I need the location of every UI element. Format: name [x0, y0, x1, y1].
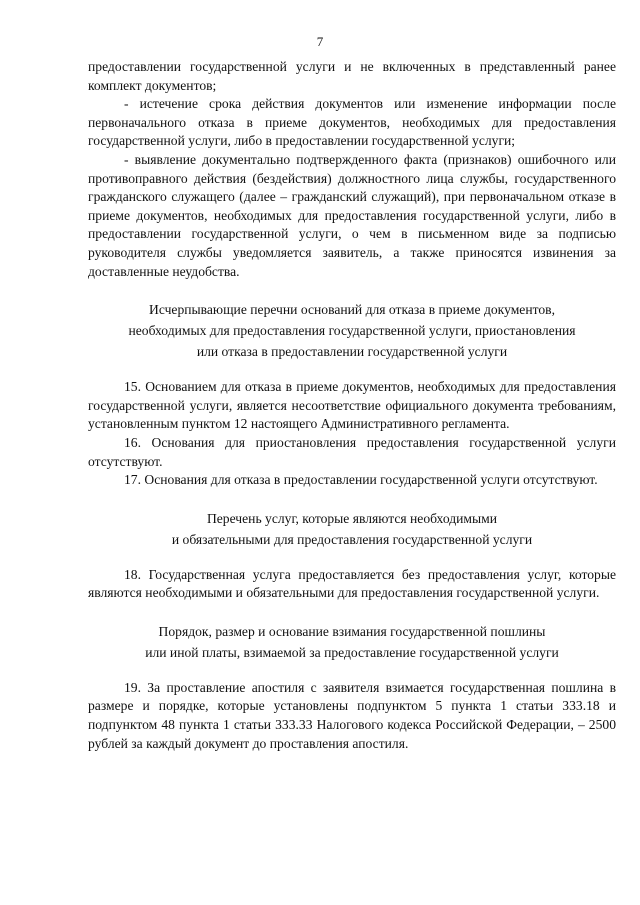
paragraph-continuation: предоставлении государственной услуги и не включенных в представленный ранее комплект документов; — [88, 59, 616, 93]
item-17: 17. Основания для отказа в предоставлении государственной услуги отсутствуют. — [124, 472, 598, 488]
heading-state-fee — [88, 621, 616, 663]
heading-line: Порядок, размер и основание взимания государственной пошлины — [158, 623, 546, 639]
item-16: 16. Основания для приостановления предоставления государственной услуги отсутствуют. — [88, 434, 616, 469]
heading-line: Перечень услуг, которые являются необходимыми — [206, 510, 498, 526]
bullet-official-error: - выявление документально подтвержденного факта (признаков) ошибочного или противоправного действия (бездействия) должностного лица службы, государственного гражданского служащего (далее – гражданский служащий), при первоначальном отказе в приеме документов, необходимых для предоставления государственной услуги, либо в предоставлении государственной услуги, о чем в письменном виде за подписью руководителя службы уведомляется заявитель, а также приносятся извинения за доставленные неудобства. — [88, 151, 616, 279]
heading-refusal-grounds — [88, 299, 616, 362]
heading-line: или отказа в предоставлении государственной услуги — [196, 344, 508, 360]
heading-line: необходимых для предоставления государственной услуги, приостановления — [128, 323, 576, 339]
bullet-document-expiry: - истечение срока действия документов или изменение информации после первоначального отказа в приеме документов, необходимых для предоставления государственной услуги, либо в предоставлении государственной услуги; — [88, 96, 616, 149]
item-19: 19. За проставление апостиля с заявителя взимается государственная пошлина в размере и порядке, которые установлены подпунктом 5 пункта 1 статьи 333.18 и подпунктом 48 пункта 1 статьи 333.33 Налогового кодекса Российской Федерации, – 2500 рублей за каждый документ до проставления апостиля. — [88, 679, 616, 751]
heading-required-services — [88, 508, 616, 550]
heading-line: и обязательными для предоставления государственной услуги — [171, 531, 533, 547]
page-number: 7 — [316, 34, 324, 49]
document-body — [88, 58, 616, 753]
item-18: 18. Государственная услуга предоставляется без предоставления услуг, которые являются необходимыми и обязательными для предоставления государственной услуги. — [88, 566, 616, 601]
heading-line: или иной платы, взимаемой за предоставление государственной услуги — [145, 644, 559, 660]
heading-line: Исчерпывающие перечни оснований для отказа в приеме документов, — [149, 302, 555, 318]
item-15: 15. Основанием для отказа в приеме документов, необходимых для предоставления государственной услуги, является несоответствие официального документа требованиям, установленным пунктом 12 настоящего Административного регламента. — [88, 379, 616, 432]
